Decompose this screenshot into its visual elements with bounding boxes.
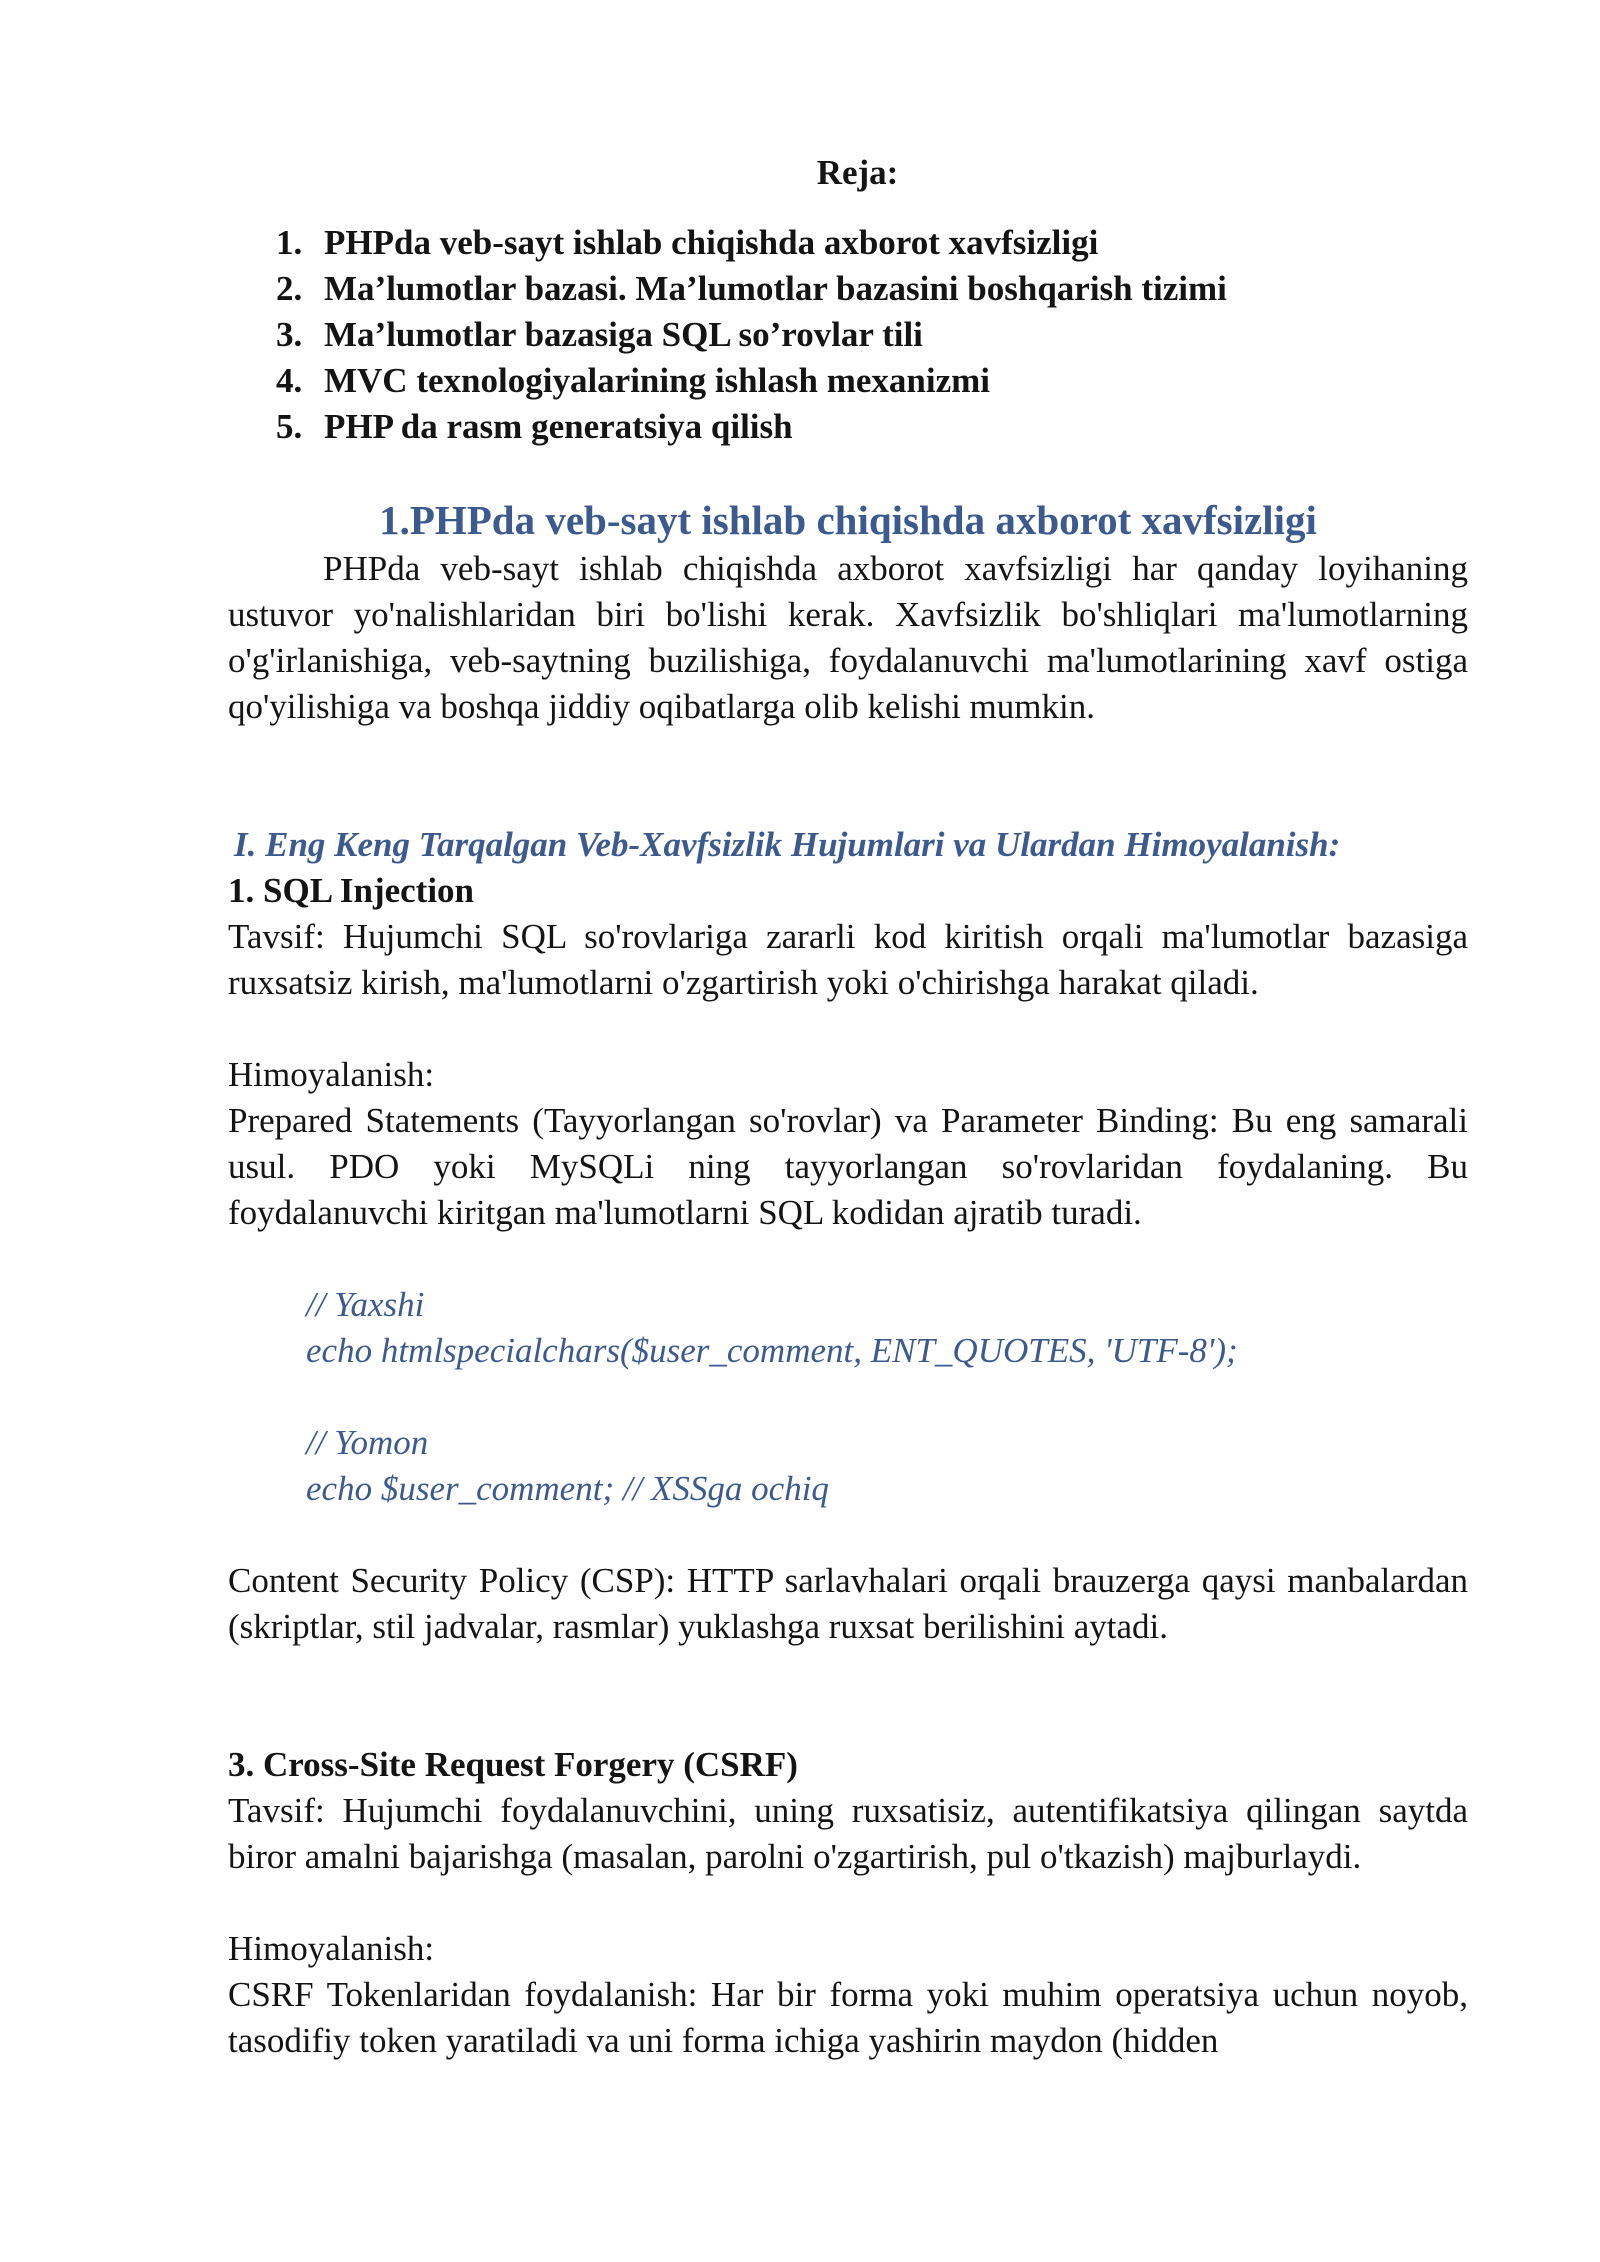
plan-item-text: MVC texnologiyalarining ishlash mexanizmi — [324, 361, 990, 400]
csrf-title: 3. Cross-Site Request Forgery (CSRF) — [228, 1745, 798, 1784]
plan-item-number: 3. — [276, 315, 303, 354]
code-good-comment: // Yaxshi — [306, 1285, 425, 1324]
attacks-heading: I. Eng Keng Tarqalgan Veb-Xavfsizlik Hujumlari va Ulardan Himoyalanish: — [234, 825, 1341, 864]
plan-item — [276, 312, 1227, 358]
plan-item-number: 1. — [276, 223, 303, 262]
code-bad-comment: // Yomon — [306, 1423, 429, 1462]
plan-item-number: 4. — [276, 361, 303, 400]
csrf-description: Tavsif: Hujumchi foydalanuvchini, uning ruxsatisiz, autentifikatsiya qilingan saytda biror amalni bajarishga (masalan, parolni o'zgartirish, pul o'tkazish) majburlaydi. — [228, 1791, 1468, 1876]
plan-item-number: 5. — [276, 407, 303, 446]
csrf-protection-label: Himoyalanish: — [228, 1929, 435, 1968]
plan-item — [276, 358, 1227, 404]
sql-protection-label: Himoyalanish: — [228, 1055, 435, 1094]
plan-item — [276, 266, 1227, 312]
sql-protection-text: Prepared Statements (Tayyorlangan so'rovlar) va Parameter Binding: Bu eng samarali usul. PDO yoki MySQLi ning tayyorlangan so'rovlaridan foydalaning. Bu foydalanuvchi kiritgan ma'lumotlarni SQL kodidan ajratib turadi. — [228, 1101, 1468, 1232]
plan-item-text: PHPda veb-sayt ishlab chiqishda axborot xavfsizligi — [324, 223, 1099, 262]
plan-list — [276, 220, 1227, 450]
sql-description: Tavsif: Hujumchi SQL so'rovlariga zararli kod kiritish orqali ma'lumotlar bazasiga ruxsatsiz kirish, ma'lumotlarni o'zgartirish yoki o'chirishga harakat qiladi. — [228, 917, 1468, 1002]
plan-item-text: PHP da rasm generatsiya qilish — [324, 407, 793, 446]
plan-item-text: Ma’lumotlar bazasiga SQL so’rovlar tili — [324, 315, 923, 354]
code-bad-line: echo $user_comment; // XSSga ochiq — [306, 1469, 829, 1508]
csp-paragraph: Content Security Policy (CSP): HTTP sarlavhalari orqali brauzerga qaysi manbalardan (skriptlar, stil jadvalar, rasmlar) yuklashga ruxsat berilishini aytadi. — [228, 1561, 1468, 1646]
code-good-line: echo htmlspecialchars($user_comment, ENT_QUOTES, 'UTF-8'); — [306, 1331, 1238, 1370]
plan-item — [276, 404, 1227, 450]
plan-item — [276, 220, 1227, 266]
sql-injection-title: 1. SQL Injection — [228, 871, 475, 910]
intro-paragraph: PHPda veb-sayt ishlab chiqishda axborot xavfsizligi har qanday loyihaning ustuvor yo'nalishlaridan biri bo'lishi kerak. Xavfsizlik bo'shliqlari ma'lumotlarning o'g'irlanishiga, veb-saytning buzilishiga, foydalanuvchi ma'lumotlarining xavf ostiga qo'yilishiga va boshqa jiddiy oqibatlarga olib kelishi mumkin. — [228, 549, 1468, 726]
plan-title: Reja: — [816, 153, 899, 192]
section-heading: 1.PHPda veb-sayt ishlab chiqishda axborot xavfsizligi — [379, 497, 1317, 543]
plan-item-text: Ma’lumotlar bazasi. Ma’lumotlar bazasini boshqarish tizimi — [324, 269, 1227, 308]
csrf-protection-text: CSRF Tokenlaridan foydalanish: Har bir forma yoki muhim operatsiya uchun noyob, tasodifiy token yaratiladi va uni forma ichiga yashirin maydon (hidden — [228, 1975, 1468, 2060]
plan-item-number: 2. — [276, 269, 303, 308]
